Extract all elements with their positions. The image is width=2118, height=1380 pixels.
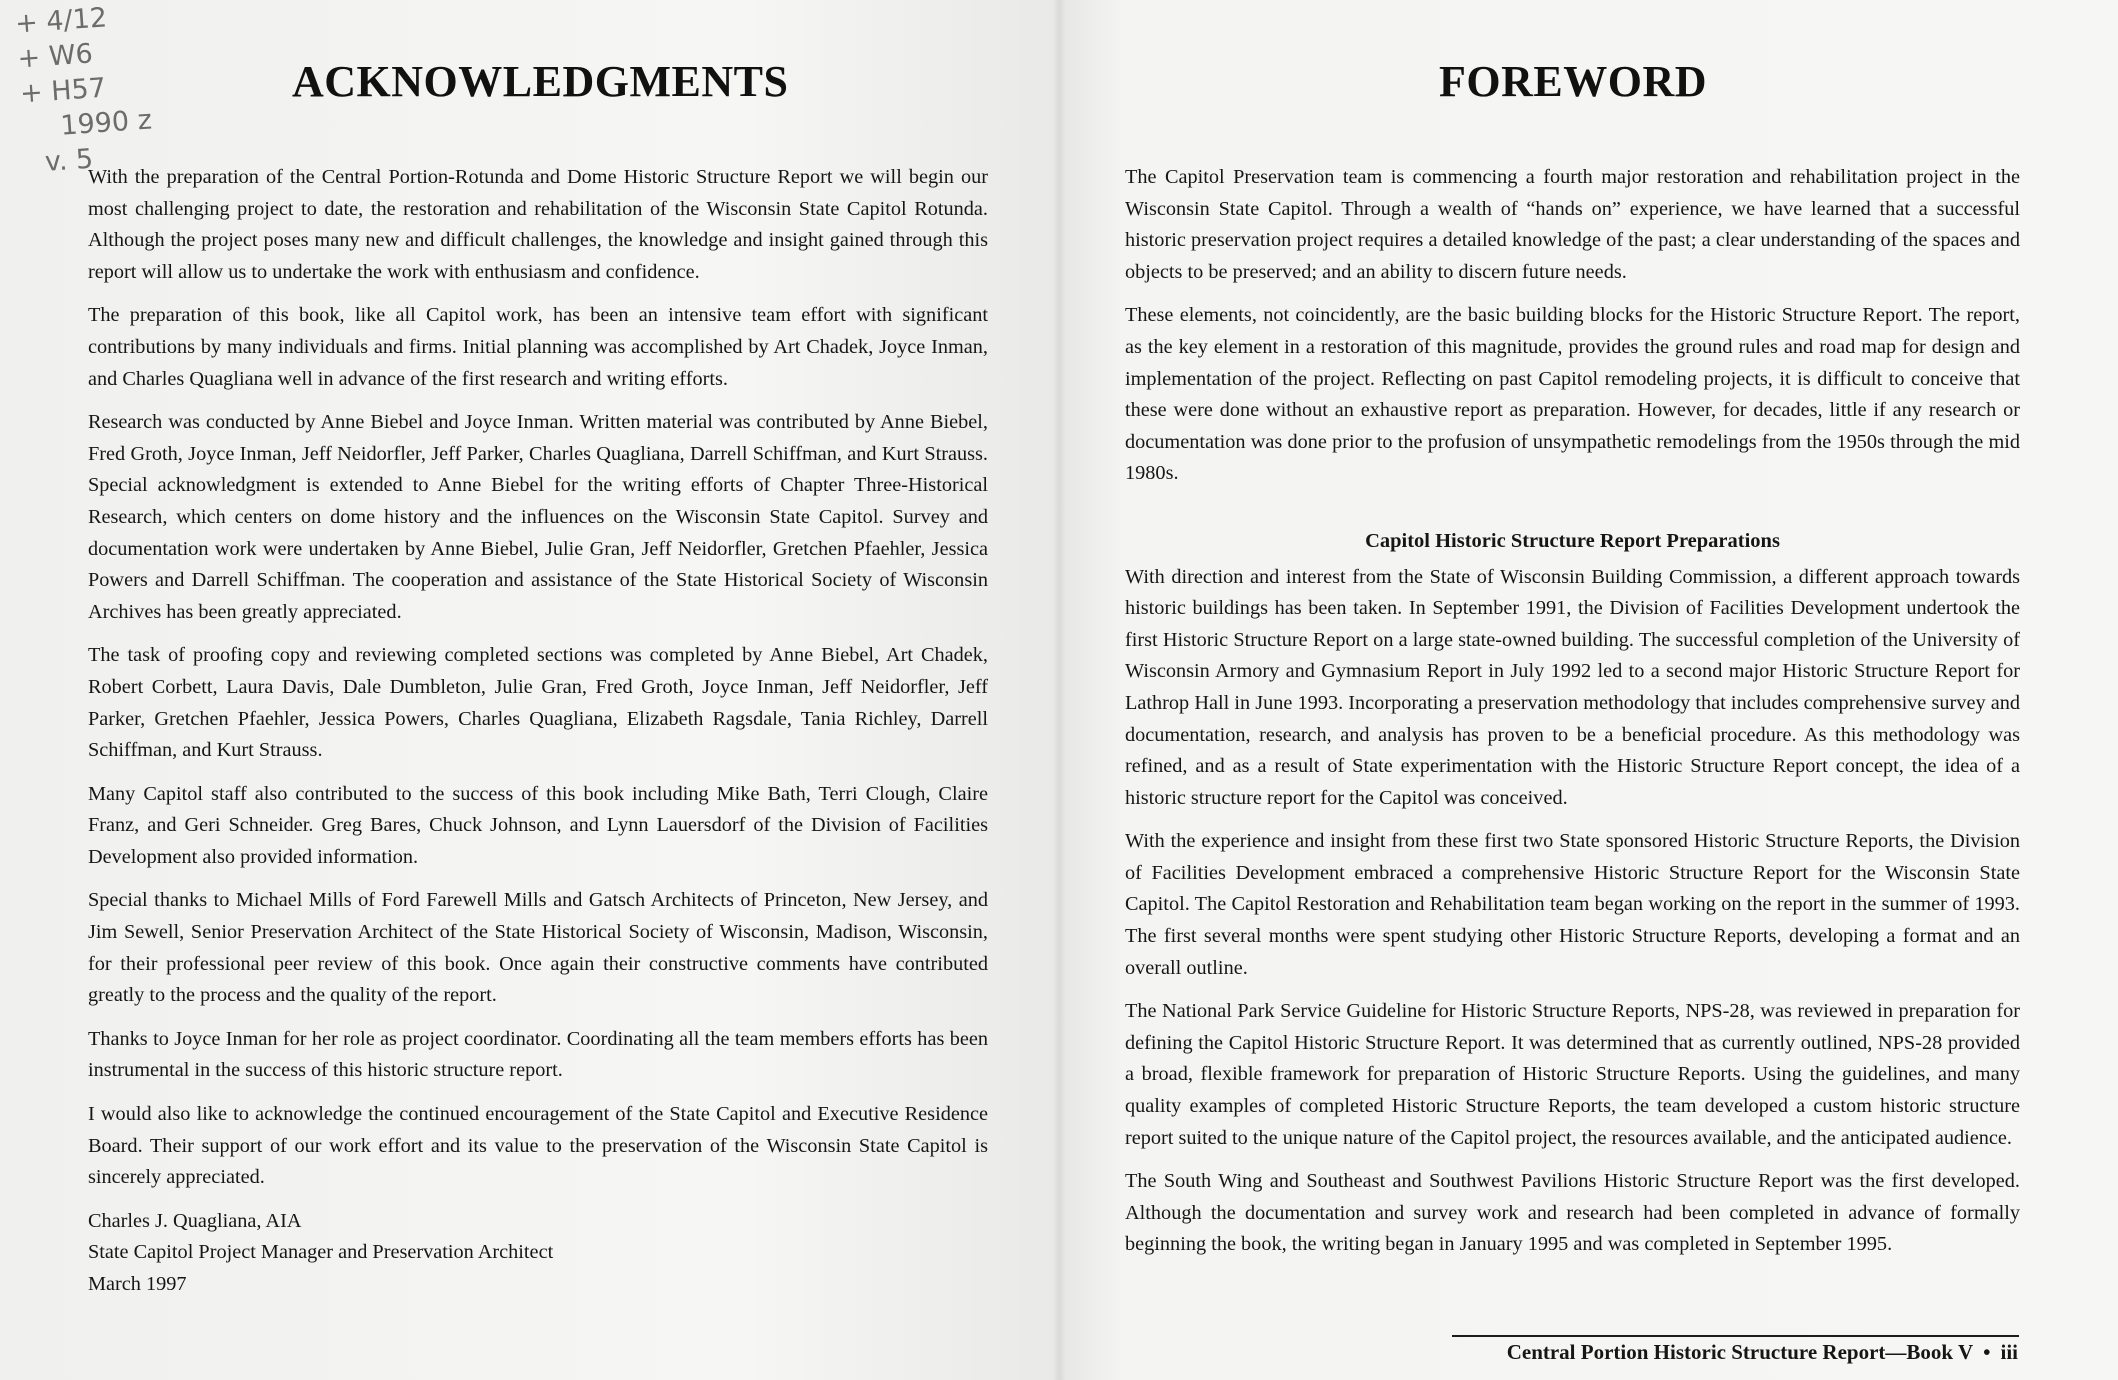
body-paragraph: These elements, not coincidently, are the basic building blocks for the Historic Structure Report. The report, as the key element in a restoration of this magnitude, provides the ground rules and road map for design and implementation of the project. Reflecting on past Capitol remodeling projects, it is difficult to conceive that these were done without an exhaustive report as preparation. However, for decades, little if any research or documentation was done prior to the profusion of unsympathetic remodelings from the 1950s through the mid 1980s. [1125, 304, 2020, 485]
footer-title: Central Portion Historic Structure Report—Book V [1506, 1340, 1974, 1364]
footer-rule [1452, 1335, 2019, 1337]
running-footer [1507, 1340, 2018, 1365]
handwritten-line: + 4/12 [14, 2, 108, 40]
foreword-body [1125, 162, 2020, 1273]
handwritten-line: + W6 [16, 38, 94, 75]
page-gutter [1052, 0, 1066, 1380]
signature-role: State Capitol Project Manager and Preservation Architect [88, 1241, 554, 1264]
handwritten-call-number [14, 0, 155, 181]
foreword-title: FOREWORD [1439, 57, 1707, 106]
body-paragraph: With the preparation of the Central Portion-Rotunda and Dome Historic Structure Report we will begin our most challenging project to date, the restoration and rehabilitation of the Wisconsin State Capitol Rotunda. Although the project poses many new and difficult challenges, the knowledge and insight gained through this report will allow us to undertake the work with enthusiasm and confidence. [88, 166, 988, 283]
body-paragraph: Research was conducted by Anne Biebel and Joyce Inman. Written material was contributed by Anne Biebel, Fred Groth, Joyce Inman, Jeff Neidorfler, Jeff Parker, Charles Quagliana, Darrell Schiffman, and Kurt Strauss. Special acknowledgment is extended to Anne Biebel for the writing efforts of Chapter Three-Historical Research, which centers on dome history and the influences on the Wisconsin State Capitol. Survey and documentation work were undertaken by Anne Biebel, Julie Gran, Jeff Neidorfler, Gretchen Pfaehler, Jessica Powers and Darrell Schiffman. The cooperation and assistance of the State Historical Society of Wisconsin Archives has been greatly appreciated. [88, 411, 988, 623]
signature-name: Charles J. Quagliana, AIA [88, 1209, 302, 1232]
body-paragraph: The South Wing and Southeast and Southwest Pavilions Historic Structure Report was the first developed. Although the documentation and survey work and research had been completed in advance of formally beginning the book, the writing began in January 1995 and was completed in September 1995. [1125, 1170, 2020, 1256]
footer-separator: • [1983, 1340, 1991, 1364]
handwritten-line: 1990 z [59, 104, 153, 142]
body-paragraph: I would also like to acknowledge the continued encouragement of the State Capitol and Executive Residence Board. Their support of our work effort and its value to the preservation of the Wisconsin State Capitol is sincerely appreciated. [88, 1103, 988, 1189]
body-paragraph: With the experience and insight from these first two State sponsored Historic Structure Reports, the Division of Facilities Development embraced a comprehensive Historic Structure Report for the Wisconsin State Capitol. The Capitol Restoration and Rehabilitation team began working on the report in the summer of 1993. The first several months were spent studying other Historic Structure Reports, developing a format and an overall outline. [1125, 830, 2020, 979]
right-page [1059, 0, 2118, 1380]
acknowledgments-title: ACKNOWLEDGMENTS [292, 57, 789, 106]
body-paragraph: The task of proofing copy and reviewing completed sections was completed by Anne Biebel, Art Chadek, Robert Corbett, Laura Davis, Dale Dumbleton, Julie Gran, Fred Groth, Joyce Inman, Jeff Neidorfler, Jeff Parker, Gretchen Pfaehler, Jessica Powers, Charles Quagliana, Elizabeth Ragsdale, Tania Richley, Darrell Schiffman, and Kurt Strauss. [88, 644, 988, 762]
signature-block [88, 1206, 988, 1301]
section-subheading: Capitol Historic Structure Report Preparations [1365, 529, 1780, 552]
handwritten-line: + H57 [19, 72, 107, 110]
body-paragraph: With direction and interest from the State of Wisconsin Building Commission, a different approach towards historic buildings has been taken. In September 1991, the Division of Facilities Development undertook the first Historic Structure Report on a large state-owned building. The successful completion of the University of Wisconsin Armory and Gymnasium Report in July 1992 led to a second major Historic Structure Report for Lathrop Hall in June 1993. Incorporating a preservation methodology that includes comprehensive survey and documentation, research, and analysis has proven to be a beneficial procedure. As this methodology was refined, and as a result of State experimentation with the Historic Structure Report concept, the idea of a historic structure report for the Capitol was conceived. [1125, 565, 2020, 809]
handwritten-line: v. 5 [43, 143, 95, 178]
page-number: iii [2000, 1340, 2018, 1364]
signature-date: March 1997 [88, 1273, 187, 1295]
body-paragraph: The National Park Service Guideline for Historic Structure Reports, NPS-28, was reviewed in preparation for defining the Capitol Historic Structure Report. It was determined that as currently outlined, NPS-28 provided a broad, flexible framework for preparation of Historic Structure Reports. Using the guidelines, and many quality examples of completed Historic Structure Reports, the team developed a custom historic structure report suited to the unique nature of the Capitol project, the resources available, and the anticipated audience. [1125, 1000, 2020, 1149]
body-paragraph: The Capitol Preservation team is commencing a fourth major restoration and rehabilitation project in the Wisconsin State Capitol. Through a wealth of “hands on” experience, we have learned that a successful historic preservation project requires a detailed knowledge of the past; a clear understanding of the spaces and objects to be preserved; and an ability to discern future needs. [1125, 166, 2020, 283]
body-paragraph: Thanks to Joyce Inman for her role as project coordinator. Coordinating all the team members efforts has been instrumental in the success of this historic structure report. [88, 1027, 988, 1082]
body-paragraph: Special thanks to Michael Mills of Ford Farewell Mills and Gatsch Architects of Princeton, New Jersey, and Jim Sewell, Senior Preservation Architect of the State Historical Society of Wisconsin, Madison, Wisconsin, for their professional peer review of this book. Once again their constructive comments have contributed greatly to the process and the quality of the report. [88, 889, 988, 1007]
acknowledgments-body [88, 162, 988, 1301]
body-paragraph: The preparation of this book, like all Capitol work, has been an intensive team effort with significant contributions by many individuals and firms. Initial planning was accomplished by Art Chadek, Joyce Inman, and Charles Quagliana well in advance of the first research and writing efforts. [88, 304, 988, 390]
body-paragraph: Many Capitol staff also contributed to the success of this book including Mike Bath, Terri Clough, Claire Franz, and Geri Schneider. Greg Bares, Chuck Johnson, and Lynn Lauersdorf of the Division of Facilities Development also provided information. [88, 782, 988, 868]
